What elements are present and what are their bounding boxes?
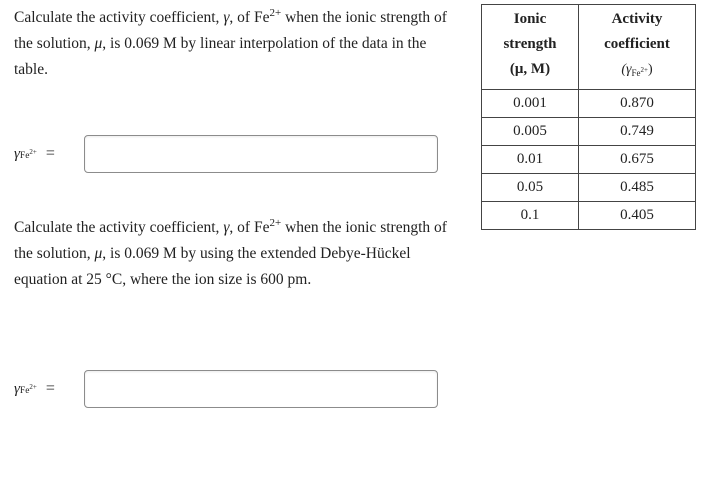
table-row — [482, 118, 696, 146]
table-row — [482, 90, 696, 118]
answer-1-input[interactable] — [84, 135, 438, 173]
question-1-text — [14, 5, 454, 83]
answer-2-input[interactable] — [84, 370, 438, 408]
ionic-strength-cell: 0.1 — [482, 202, 579, 230]
table-row — [482, 146, 696, 174]
activity-coefficient-header: Activity coefficient $(\gamma_{Fe^{2+}})$ — [579, 5, 696, 90]
activity-coefficient-cell: 0.675 — [579, 146, 696, 174]
ionic-strength-cell: 0.001 — [482, 90, 579, 118]
ionic-strength-header: Ionic strength (μ, M) — [482, 5, 579, 90]
question-2-body: Calculate the activity coefficient, γ, of $Fe^{2+}$ when the ionic strength of the solution, μ, is 0.069 M by using the extended Debye-Hückel equation at 25 °C, where the ion size is 600 pm. — [14, 217, 447, 288]
table-row — [482, 174, 696, 202]
answer-2-row — [14, 370, 438, 408]
ionic-strength-cell: 0.05 — [482, 174, 579, 202]
activity-coefficient-cell: 0.405 — [579, 202, 696, 230]
activity-coefficient-cell: 0.749 — [579, 118, 696, 146]
ionic-strength-cell: 0.005 — [482, 118, 579, 146]
activity-coefficient-table — [481, 4, 696, 230]
question-2-text — [14, 215, 454, 293]
activity-coefficient-cell: 0.870 — [579, 90, 696, 118]
activity-coefficient-cell: 0.485 — [579, 174, 696, 202]
table-row — [482, 202, 696, 230]
answer-1-row — [14, 135, 438, 173]
question-1-body: Calculate the activity coefficient, γ, of $Fe^{2+}$ when the ionic strength of the solution, μ, is 0.069 M by linear interpolation of the data in the table. — [14, 7, 447, 78]
ionic-strength-cell: 0.01 — [482, 146, 579, 174]
answer-2-label: γ $Fe^{2+}$ = — [14, 380, 55, 397]
answer-1-label: γ $Fe^{2+}$ = — [14, 145, 55, 162]
